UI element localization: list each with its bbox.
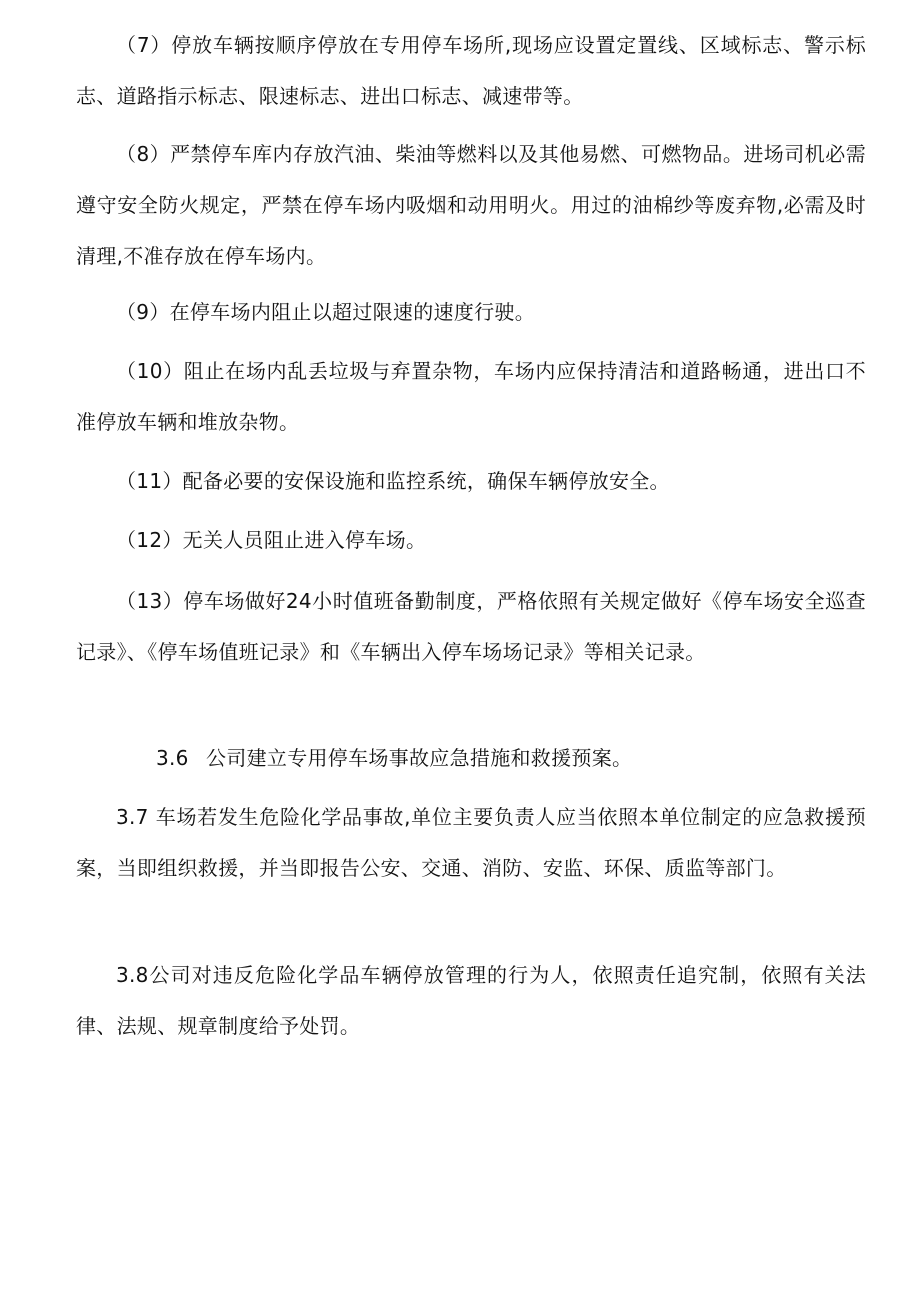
paragraph-item-7	[76, 20, 866, 122]
paragraph-text: （12）无关人员阻止进入停车场。	[116, 528, 427, 552]
paragraph-item-8	[76, 129, 866, 282]
paragraph-text: （9）在停车场内阻止以超过限速的速度行驶。	[116, 300, 536, 324]
paragraph-text: （13）停车场做好24小时值班备勤制度，严格依照有关规定做好《停车场安全巡查记录》、《停车场值班记录》和《车辆出入停车场场记录》等相关记录。	[76, 589, 866, 664]
paragraph-text: （8）严禁停车库内存放汽油、柴油等燃料以及其他易燃、可燃物品。进场司机必需遵守安全防火规定，严禁在停车场内吸烟和动用明火。用过的油棉纱等废弃物,必需及时清理,不准存放在停车场内。	[76, 142, 866, 268]
paragraph-text: （10）阻止在场内乱丢垃圾与弃置杂物，车场内应保持清洁和道路畅通，进出口不准停放车辆和堆放杂物。	[76, 359, 866, 434]
paragraph-text: （7）停放车辆按顺序停放在专用停车场所,现场应设置定置线、区域标志、警示标志、道路指示标志、限速标志、进出口标志、减速带等。	[76, 33, 866, 108]
section-3-8	[76, 950, 866, 1052]
section-text: 公司建立专用停车场事故应急措施和救援预案。	[206, 746, 633, 770]
section-number: 3.6	[156, 746, 189, 770]
section-3-6	[76, 733, 866, 784]
section-number: 3.7	[116, 805, 149, 829]
paragraph-item-9	[76, 287, 866, 338]
paragraph-item-11	[76, 456, 866, 507]
section-number: 3.8	[116, 963, 149, 987]
paragraph-item-12	[76, 515, 866, 566]
section-3-7	[76, 792, 866, 894]
section-text: 车场若发生危险化学品事故,单位主要负责人应当依照本单位制定的应急救援预案，当即组织救援，并当即报告公安、交通、消防、安监、环保、质监等部门。	[76, 805, 866, 880]
paragraph-text: （11）配备必要的安保设施和监控系统，确保车辆停放安全。	[116, 469, 670, 493]
paragraph-item-10	[76, 346, 866, 448]
section-text: 公司对违反危险化学品车辆停放管理的行为人，依照责任追究制，依照有关法律、法规、规章制度给予处罚。	[76, 963, 866, 1038]
paragraph-item-13	[76, 576, 866, 678]
